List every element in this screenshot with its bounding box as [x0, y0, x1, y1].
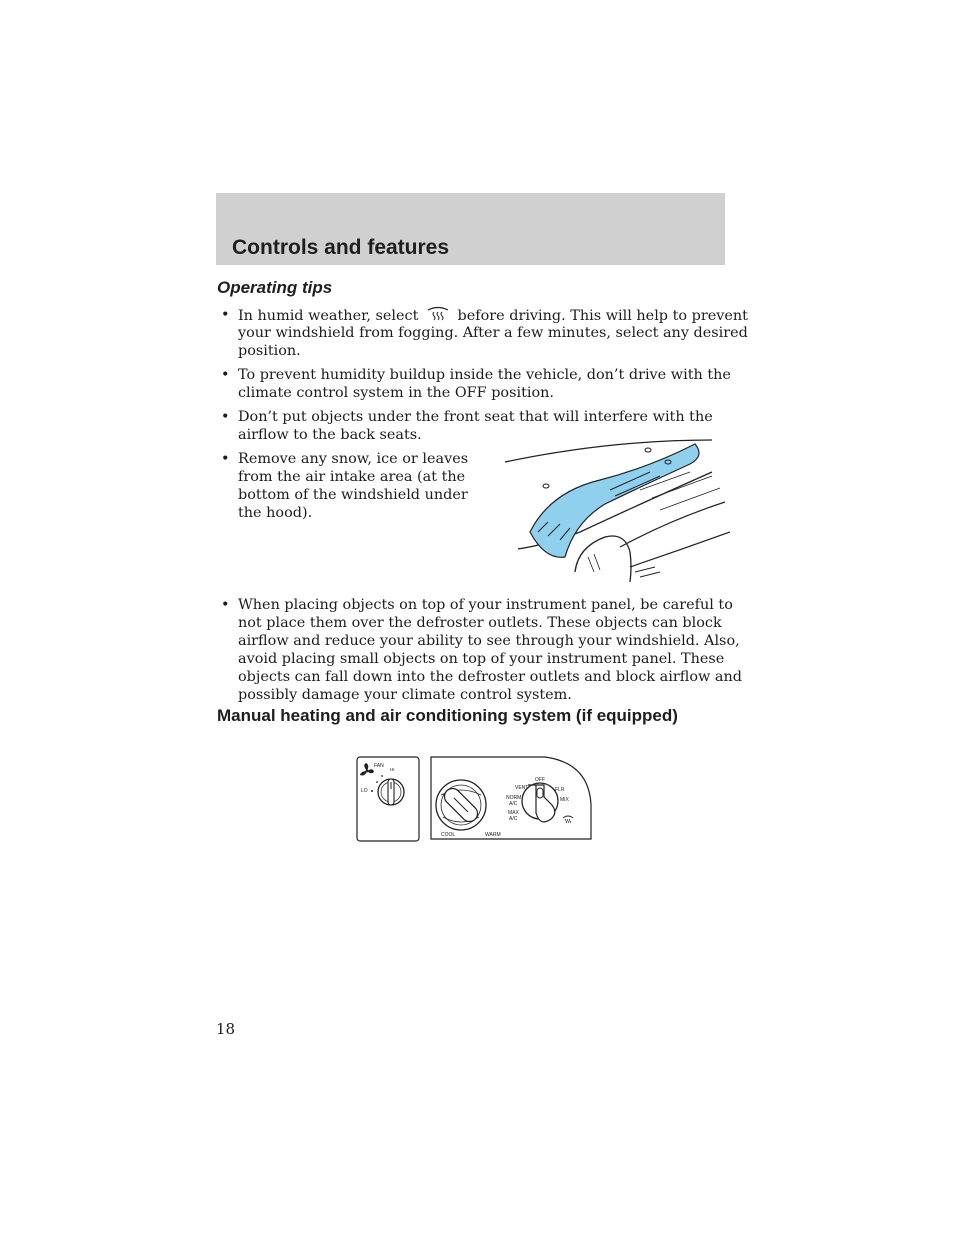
page-header-title: Controls and features	[232, 236, 450, 259]
tip-4-line-3: bottom of the windshield under	[238, 487, 468, 503]
bullet: •	[221, 451, 230, 467]
tip-4-line-4: the hood).	[238, 505, 313, 521]
mode-vent-label: VENT	[515, 785, 529, 791]
temperature-knob[interactable]	[436, 780, 486, 830]
temp-warm-label: WARM	[485, 832, 501, 838]
climate-control-panel-illustration	[355, 755, 595, 845]
mode-max-label: MAX	[508, 810, 519, 816]
tip-5-line-3: airflow and reduce your ability to see through your windshield. Also,	[238, 633, 740, 649]
intake-area-highlight	[530, 444, 699, 557]
temp-cool-label: COOL	[441, 832, 456, 838]
tip-1-line-2: your windshield from fogging. After a few minutes, select any desired	[238, 325, 748, 341]
page-number: 18	[216, 1020, 236, 1038]
mode-norm-label: NORM	[506, 795, 522, 801]
fan-speed-knob[interactable]	[378, 779, 404, 805]
bullet: •	[221, 409, 230, 425]
tip-5-line-2: not place them over the defroster outlets. These objects can block	[238, 615, 722, 631]
mode-norm-ac-label: A/C	[509, 801, 518, 807]
fan-hi-label: HI	[390, 767, 395, 772]
air-intake-illustration	[490, 432, 730, 582]
tip-5-line-1: When placing objects on top of your instrument panel, be careful to	[238, 597, 733, 613]
defrost-icon	[425, 306, 451, 322]
tip-5-line-4: avoid placing small objects on top of your instrument panel. These	[238, 651, 725, 667]
tip-3-line-1: Don’t put objects under the front seat that will interfere with the	[238, 409, 713, 425]
tip-1-before-icon: In humid weather, select	[238, 308, 419, 324]
tip-1-after-icon: before driving. This will help to prevent	[457, 308, 748, 324]
tip-5-line-6: possibly damage your climate control system.	[238, 687, 572, 703]
tip-1-line-1	[238, 306, 748, 325]
bullet: •	[221, 597, 230, 613]
tip-3-line-2: airflow to the back seats.	[238, 427, 422, 443]
tip-2-line-1: To prevent humidity buildup inside the vehicle, don’t drive with the	[238, 367, 731, 383]
bullet: •	[221, 307, 230, 323]
tip-5-line-5: objects can fall down into the defroster outlets and block airflow and	[238, 669, 742, 685]
section-title-operating-tips: Operating tips	[217, 278, 333, 297]
fan-label: FAN	[374, 763, 384, 769]
mode-mix-label: MIX	[560, 797, 569, 803]
tip-4-line-1: Remove any snow, ice or leaves	[238, 451, 469, 467]
tip-4-line-2: from the air intake area (at the	[238, 469, 466, 485]
mode-flr-label: FLR	[555, 787, 565, 793]
mode-max-ac-label: A/C	[509, 816, 518, 822]
bullet: •	[221, 367, 230, 383]
tip-1-line-3: position.	[238, 343, 301, 359]
tip-2-line-2: climate control system in the OFF position.	[238, 385, 554, 401]
section-title-manual-heating: Manual heating and air conditioning system (if equipped)	[217, 706, 678, 725]
mode-off-label: OFF	[535, 777, 545, 783]
fan-lo-label: LO	[361, 788, 368, 794]
